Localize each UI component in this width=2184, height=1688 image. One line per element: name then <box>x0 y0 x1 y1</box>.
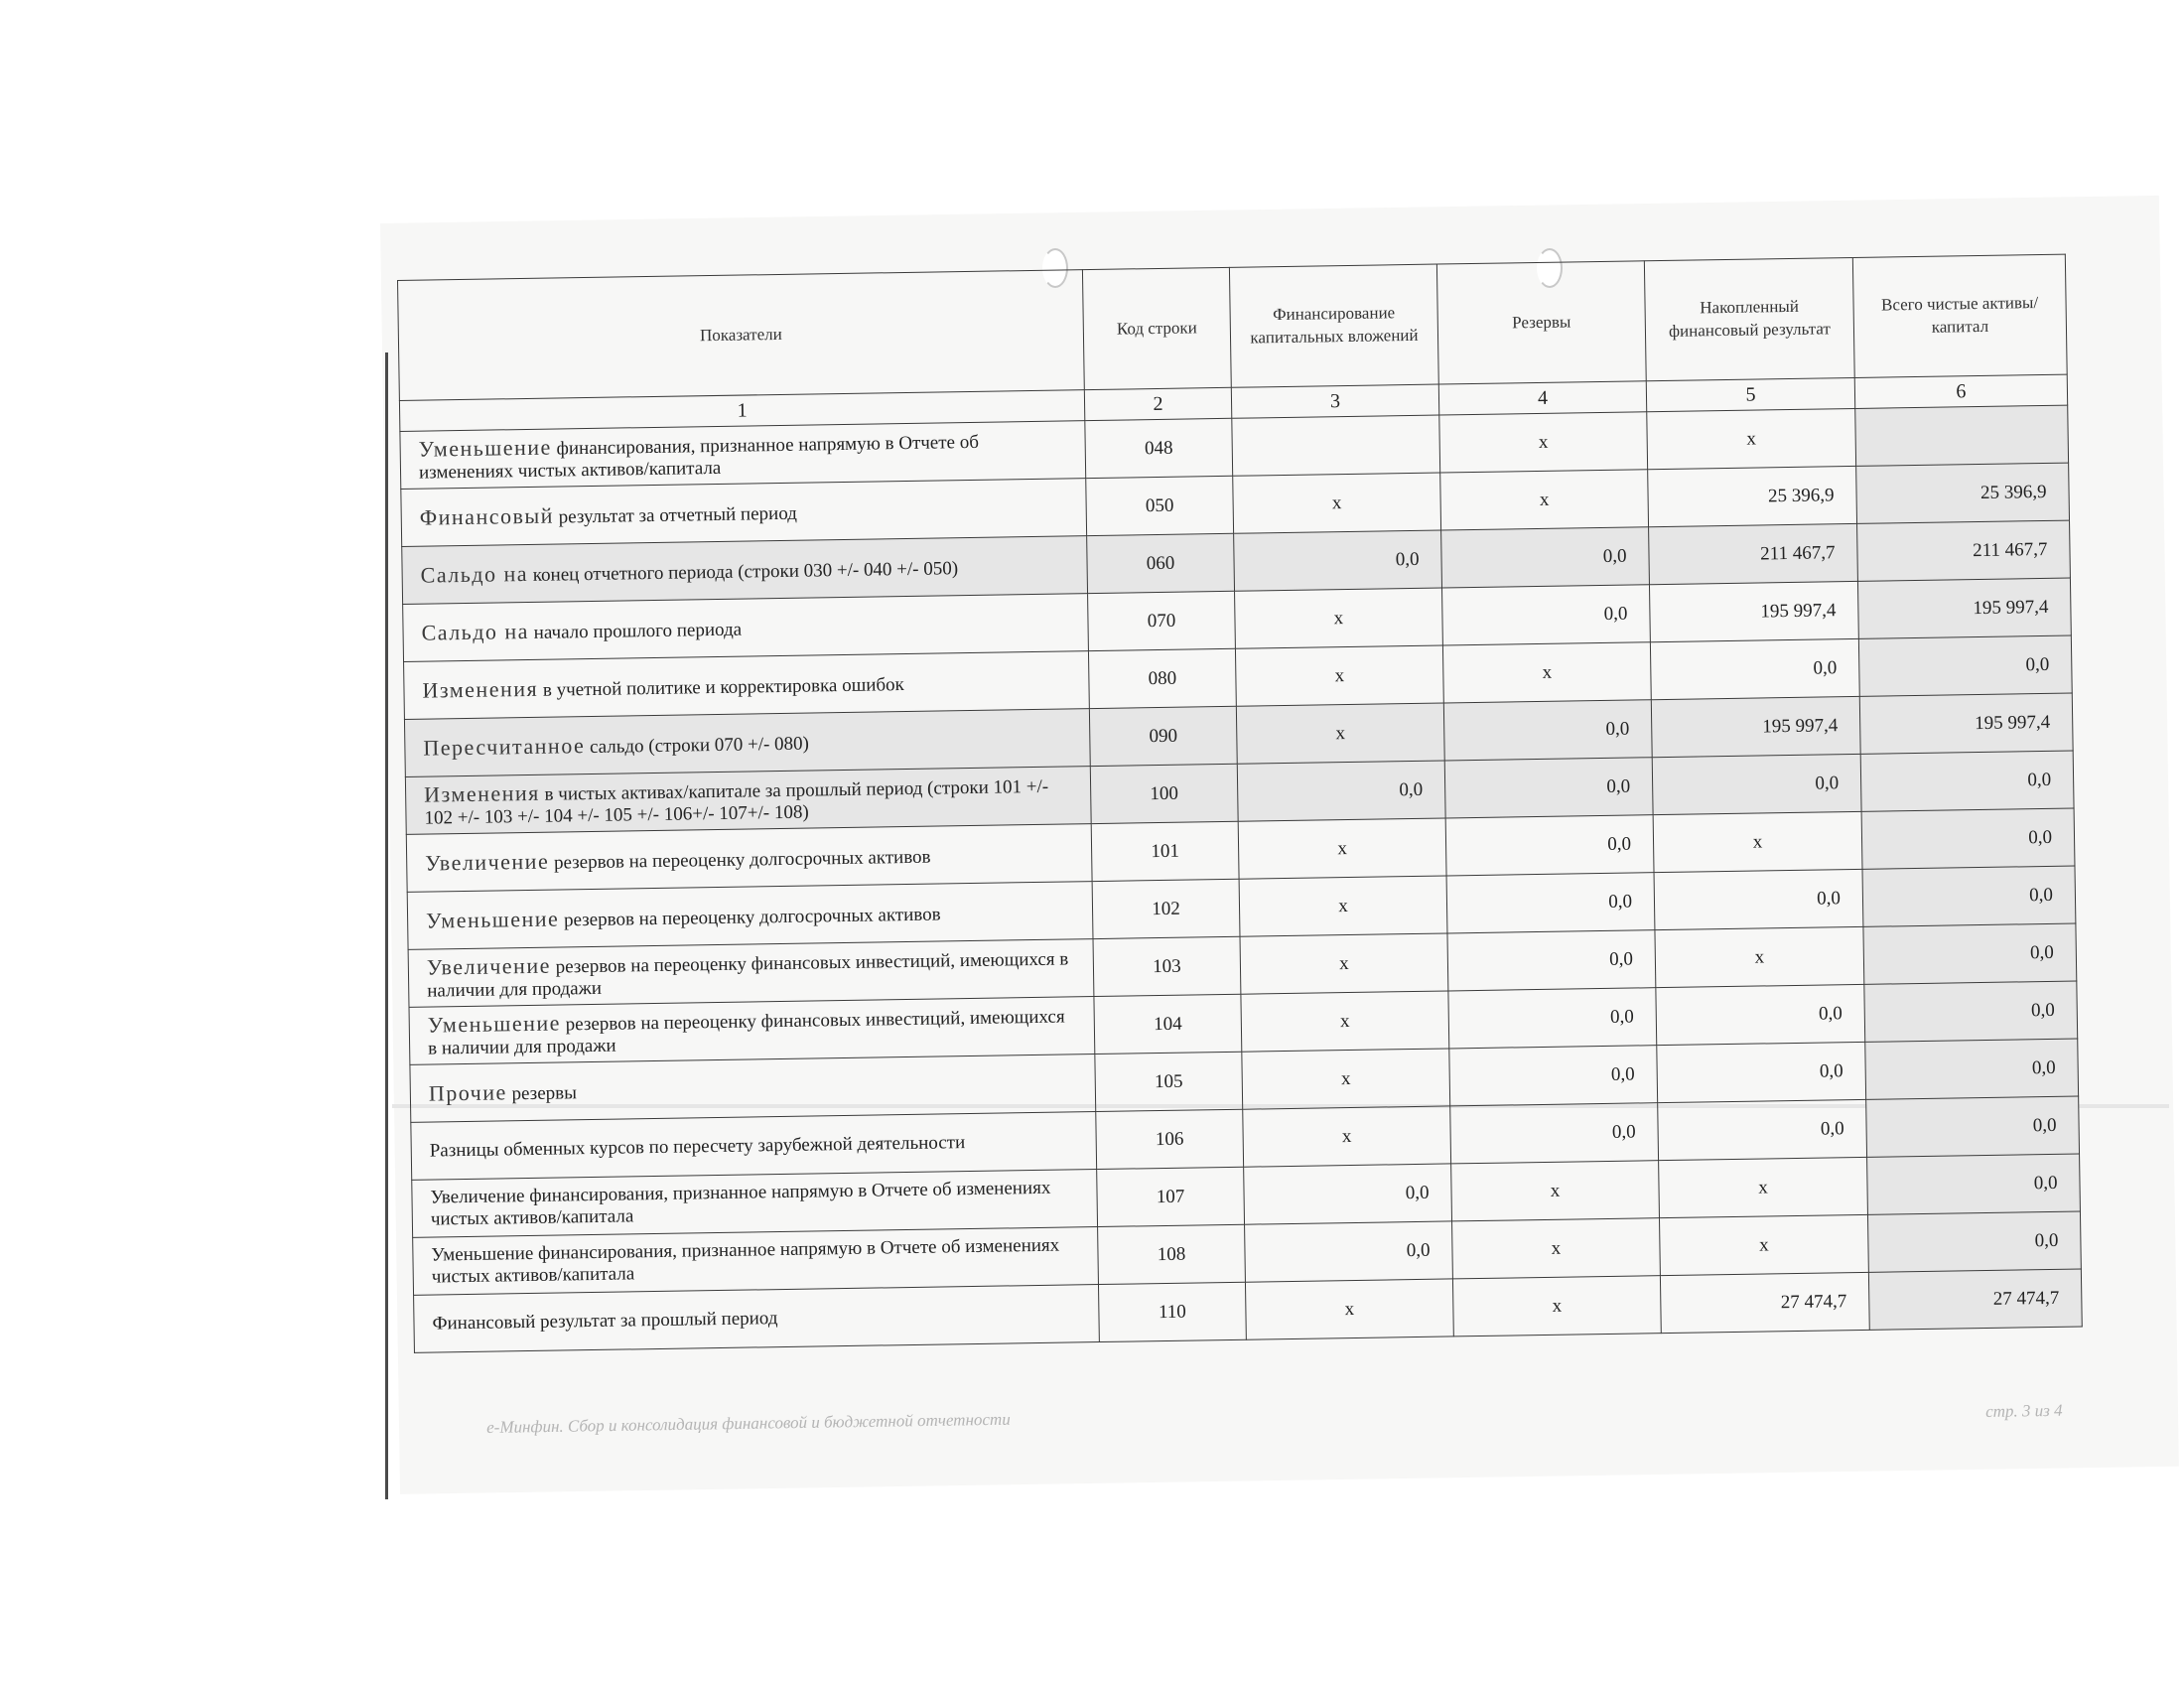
row-label-lead: Уменьшение <box>427 1010 562 1038</box>
header-line-code: Код строки <box>1082 267 1231 389</box>
header-accumulated-result: Накопленный финансовый результат <box>1644 257 1854 380</box>
row-label-rest: сальдо (строки 070 +/- 080) <box>585 733 810 758</box>
statement-table-wrapper <box>397 254 2082 1353</box>
row-label-lead: Пересчитанное <box>423 732 586 761</box>
cell-reserves: x <box>1439 412 1648 473</box>
cell-financing: x <box>1235 645 1443 706</box>
cell-reserves: 0,0 <box>1446 873 1655 933</box>
cell-reserves: 0,0 <box>1449 1046 1658 1106</box>
cell-financing: x <box>1238 818 1446 879</box>
cell-total: 0,0 <box>1861 808 2075 869</box>
cell-total: 25 396,9 <box>1856 463 2070 523</box>
row-label-lead: Увеличение <box>425 848 550 876</box>
row-label <box>406 824 1092 893</box>
row-label <box>400 421 1086 490</box>
row-label-lead: Сальдо на <box>421 618 530 645</box>
cell-total: 0,0 <box>1867 1154 2081 1214</box>
row-label-rest: резервов на переоценку долгосрочных активов <box>559 904 941 931</box>
cell-accumulated: 0,0 <box>1650 638 1859 699</box>
column-number: 1 <box>399 390 1084 432</box>
row-label-lead: Финансовый <box>419 502 555 530</box>
row-label-lead: Изменения <box>423 779 540 807</box>
row-code: 102 <box>1092 879 1240 938</box>
row-label <box>412 1170 1098 1238</box>
cell-total: 211 467,7 <box>1857 520 2071 581</box>
cell-financing: x <box>1233 473 1441 533</box>
row-code: 103 <box>1093 936 1241 996</box>
cell-accumulated: 211 467,7 <box>1649 523 1858 584</box>
row-label-rest: результат за отчетный период <box>553 502 798 528</box>
cell-total: 0,0 <box>1860 751 2074 811</box>
row-label-lead: Прочие <box>428 1078 507 1106</box>
row-code: 100 <box>1090 764 1238 823</box>
cell-accumulated: 0,0 <box>1658 1099 1867 1160</box>
cell-total: 195 997,4 <box>1857 578 2071 638</box>
cell-accumulated: x <box>1655 926 1864 987</box>
footer-system-name: е-Минфин. Сбор и консолидация финансовой и бюджетной отчетности <box>486 1409 1011 1437</box>
row-label <box>409 997 1095 1065</box>
cell-total: 195 997,4 <box>1859 693 2073 754</box>
cell-reserves: 0,0 <box>1444 758 1653 818</box>
row-label-lead: Уменьшение <box>425 906 560 933</box>
row-label <box>410 1055 1096 1123</box>
row-label-lead: Разницы <box>429 1139 499 1162</box>
row-label-rest: резервы <box>506 1081 578 1104</box>
cell-financing: x <box>1240 933 1448 994</box>
cell-total <box>1855 405 2069 466</box>
row-label <box>408 939 1094 1008</box>
cell-accumulated: 0,0 <box>1657 1042 1866 1102</box>
cell-reserves: 0,0 <box>1447 930 1656 991</box>
column-number: 4 <box>1438 381 1646 415</box>
row-label-rest: конец отчетного периода (строки 030 +/- 040 +/- 050) <box>527 557 959 586</box>
row-label-lead: Финансовый <box>432 1311 536 1335</box>
row-label <box>413 1227 1099 1296</box>
row-label-rest: резервов на переоценку финансовых инвестиций, имеющихся в наличии для продажи <box>427 1006 1065 1059</box>
row-code: 050 <box>1086 476 1234 535</box>
column-number: 6 <box>1854 374 2067 408</box>
row-code: 105 <box>1095 1052 1243 1111</box>
row-label-lead: Уменьшение <box>418 434 553 462</box>
cell-total: 0,0 <box>1858 635 2072 696</box>
column-number: 2 <box>1084 387 1231 420</box>
cell-reserves: x <box>1442 642 1651 703</box>
row-code: 106 <box>1096 1109 1244 1169</box>
row-label <box>401 479 1087 547</box>
column-number: 3 <box>1231 384 1438 418</box>
row-label-rest: в чистых активах/капитале за прошлый период (строки 101 +/- 102 +/- 103 +/- 104 +/- 105 +/- 106+/- 107+/- 108) <box>424 775 1049 829</box>
cell-accumulated: 0,0 <box>1654 869 1863 929</box>
row-code: 080 <box>1088 648 1236 708</box>
row-code: 104 <box>1094 994 1242 1054</box>
row-label-lead: Увеличение <box>430 1185 525 1208</box>
cell-financing: x <box>1236 703 1444 764</box>
cell-accumulated: x <box>1653 811 1862 872</box>
header-capital-financing: Финансирование капитальных вложений <box>1229 264 1438 387</box>
row-label-rest: результат за прошлый период <box>535 1307 778 1333</box>
cell-reserves: 0,0 <box>1448 988 1657 1049</box>
row-code: 048 <box>1085 418 1233 478</box>
row-label <box>403 594 1089 662</box>
cell-financing: x <box>1243 1106 1451 1167</box>
cell-reserves: 0,0 <box>1443 700 1652 761</box>
paper-edge-shadow <box>385 352 388 1499</box>
row-label-rest: резервов на переоценку долгосрочных активов <box>549 846 931 874</box>
cell-reserves: x <box>1451 1161 1660 1221</box>
footer-page-number: стр. 3 из 4 <box>1985 1400 2063 1421</box>
row-label-rest: финансирования, признанное напрямую в Отчете об изменениях чистых активов/капитала <box>418 431 980 484</box>
cell-reserves: 0,0 <box>1441 527 1650 588</box>
row-label <box>404 709 1090 777</box>
header-reserves: Резервы <box>1436 261 1646 384</box>
header-total-net-assets: Всего чистые активы/ капитал <box>1852 254 2067 377</box>
row-label-rest: финансирования, признанное напрямую в Отчете об изменениях чистых активов/капитала <box>430 1177 1051 1230</box>
header-indicators: Показатели <box>398 270 1085 401</box>
row-code: 060 <box>1087 533 1235 593</box>
cell-total: 0,0 <box>1866 1096 2080 1157</box>
row-label <box>411 1112 1097 1181</box>
row-code: 110 <box>1098 1282 1246 1341</box>
cell-reserves: x <box>1452 1276 1661 1336</box>
cell-financing: x <box>1235 588 1443 648</box>
row-code: 108 <box>1098 1224 1246 1284</box>
row-label <box>402 536 1088 605</box>
cell-accumulated: 195 997,4 <box>1651 696 1860 757</box>
cell-total: 0,0 <box>1863 923 2077 984</box>
row-label <box>407 882 1093 950</box>
row-label-rest: финансирования, признанное напрямую в Отчете об изменениях чистых активов/капитала <box>431 1234 1060 1288</box>
cell-total: 0,0 <box>1862 866 2076 926</box>
row-label-lead: Сальдо на <box>420 560 529 588</box>
cell-reserves: x <box>1440 470 1649 530</box>
cell-total: 0,0 <box>1865 1039 2079 1099</box>
cell-accumulated: x <box>1647 408 1856 469</box>
statement-table <box>397 254 2083 1353</box>
cell-accumulated: x <box>1659 1157 1868 1217</box>
cell-financing <box>1232 415 1440 476</box>
row-code: 101 <box>1091 821 1239 881</box>
row-label <box>405 767 1091 835</box>
cell-reserves: 0,0 <box>1441 585 1650 645</box>
cell-financing: 0,0 <box>1244 1164 1452 1224</box>
cell-financing: 0,0 <box>1234 530 1442 591</box>
cell-accumulated: 25 396,9 <box>1648 466 1857 526</box>
row-label <box>414 1285 1100 1353</box>
cell-financing: x <box>1245 1279 1453 1339</box>
cell-accumulated: 0,0 <box>1656 984 1865 1045</box>
cell-reserves: 0,0 <box>1450 1103 1659 1164</box>
cell-accumulated: 27 474,7 <box>1660 1272 1869 1333</box>
row-code: 070 <box>1088 591 1236 650</box>
row-code: 107 <box>1097 1167 1245 1226</box>
cell-total: 0,0 <box>1867 1211 2081 1272</box>
row-label-lead: Изменения <box>422 675 539 703</box>
cell-reserves: 0,0 <box>1445 815 1654 876</box>
row-code: 090 <box>1089 706 1237 766</box>
row-label-rest: обменных курсов по пересчету зарубежной деятельности <box>498 1131 966 1161</box>
cell-accumulated: 195 997,4 <box>1649 581 1858 641</box>
row-label-rest: начало прошлого периода <box>528 619 743 643</box>
column-number: 5 <box>1646 377 1854 411</box>
cell-accumulated: x <box>1659 1214 1868 1275</box>
cell-financing: 0,0 <box>1245 1221 1453 1282</box>
cell-financing: x <box>1239 876 1447 936</box>
row-label-rest: в учетной политике и корректировка ошибок <box>538 673 904 701</box>
cell-reserves: x <box>1452 1218 1661 1279</box>
cell-financing: 0,0 <box>1237 761 1445 821</box>
cell-total: 0,0 <box>1864 981 2078 1042</box>
row-label-rest: резервов на переоценку финансовых инвестиций, имеющихся в наличии для продажи <box>427 948 1069 1002</box>
row-label-lead: Увеличение <box>426 952 552 980</box>
cell-accumulated: 0,0 <box>1652 754 1861 814</box>
cell-total: 27 474,7 <box>1868 1269 2082 1330</box>
row-label-lead: Уменьшение <box>431 1242 534 1266</box>
cell-financing: x <box>1241 991 1449 1052</box>
cell-financing: x <box>1242 1049 1450 1109</box>
row-label <box>404 651 1090 720</box>
